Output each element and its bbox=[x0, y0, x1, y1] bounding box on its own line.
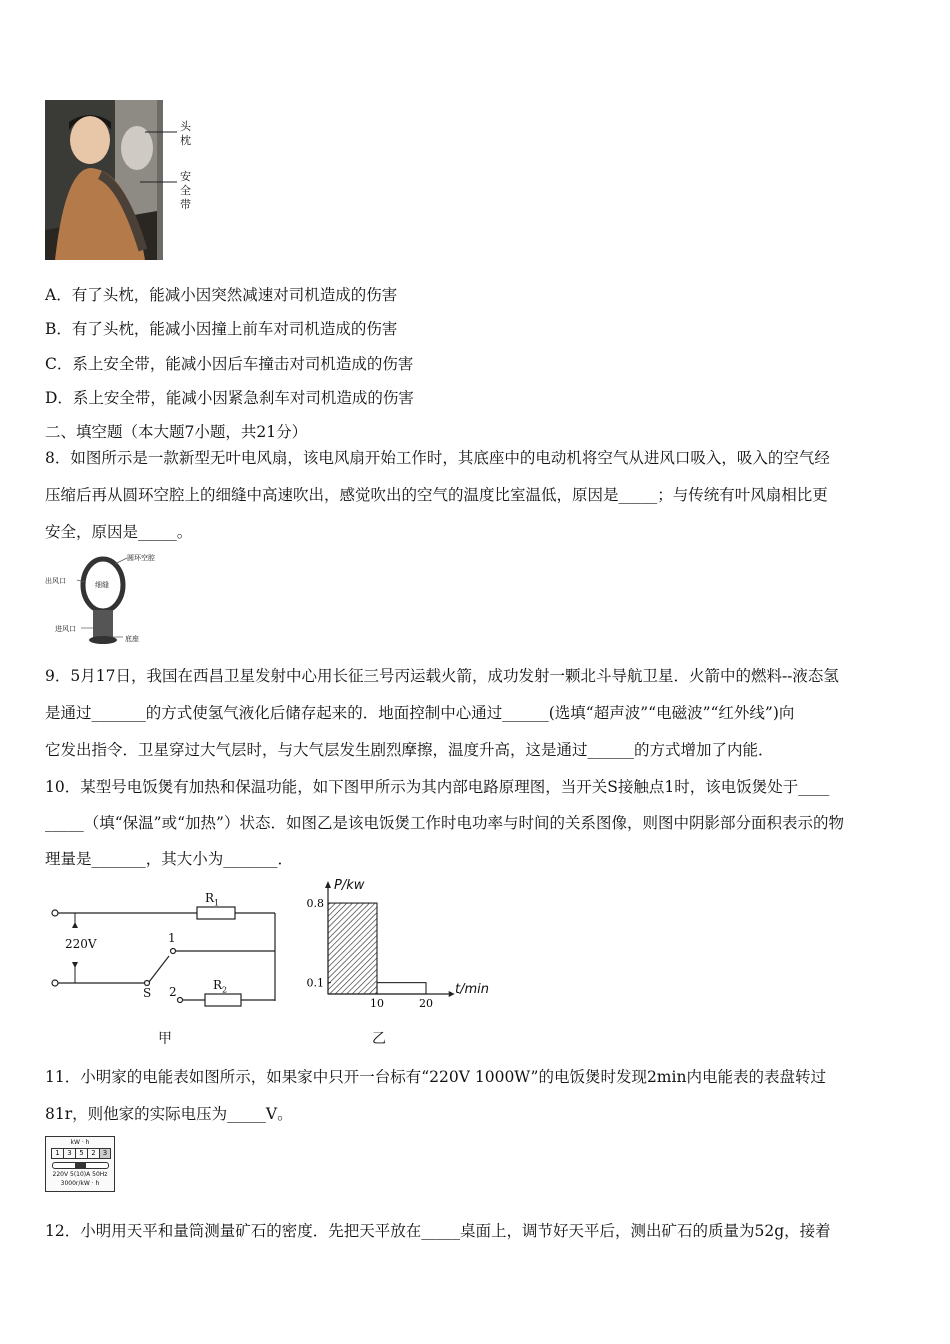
meter-digit: 3 bbox=[64, 1149, 76, 1158]
driver-photo bbox=[45, 100, 200, 262]
circuit-r2-letter: R bbox=[213, 978, 223, 992]
q10-line2: _____（填“保温”或“加热”）状态．如图乙是该电饭煲工作时电功率与时间的关系图像，则图中阴影部分面积表示的物 bbox=[45, 814, 844, 832]
chart-xlabel: t/min bbox=[455, 982, 489, 997]
option-c: C．系上安全带，能减小因后车撞击对司机造成的伤害 bbox=[45, 355, 414, 373]
power-segment-1 bbox=[377, 983, 426, 994]
fan-label-base: 底座 bbox=[125, 635, 139, 643]
circuit-voltage-label: 220V bbox=[65, 937, 97, 951]
seatbelt-label: 安全带 bbox=[180, 170, 191, 211]
q9-line3: 它发出指令．卫星穿过大气层时，与大气层发生剧烈摩擦，温度升高，这是通过______的方式增加了内能． bbox=[45, 741, 774, 759]
meter-digit-decimal: 3 bbox=[100, 1149, 110, 1158]
meter-digit: 5 bbox=[76, 1149, 88, 1158]
fan-label-inlet: 进风口 bbox=[55, 625, 76, 633]
q9-line2: 是通过_______的方式使氢气液化后储存起来的．地面控制中心通过______(选填“超声波”“电磁波”“红外线”)向 bbox=[45, 704, 795, 722]
q9-line1: 9．5月17日，我国在西昌卫星发射中心用长征三号丙运载火箭，成功发射一颗北斗导航卫星．火箭中的燃料--液态氢 bbox=[45, 667, 839, 685]
meter-spec-line1: 220V 5(10)A 50Hz bbox=[52, 1171, 108, 1178]
circuit-figure bbox=[45, 888, 290, 1048]
circuit-r1-subscript: 1 bbox=[214, 898, 220, 908]
chart-ylabel: P/kw bbox=[334, 878, 365, 893]
q10-line3: 理量是_______，其大小为_______． bbox=[45, 850, 294, 868]
x-tick-label: 20 bbox=[419, 997, 433, 1010]
fan-label-slit: 细缝 bbox=[95, 581, 109, 589]
fan-label-outlet: 出风口 bbox=[45, 577, 66, 585]
driver-photo-figure bbox=[45, 100, 200, 262]
q11-line2: 81r，则他家的实际电压为_____V。 bbox=[45, 1105, 293, 1123]
fan-label-ring: 圆环空腔 bbox=[127, 554, 155, 562]
circuit-r2-label bbox=[213, 978, 227, 994]
circuit-contact2-label: 2 bbox=[169, 985, 177, 999]
meter-digit: 1 bbox=[52, 1149, 64, 1158]
circuit-diagram bbox=[45, 888, 290, 1048]
meter-unit: kW · h bbox=[70, 1139, 90, 1146]
q8-line3: 安全，原因是_____。 bbox=[45, 523, 193, 541]
x-axis-arrow bbox=[449, 991, 455, 997]
q8-line2: 压缩后再从圆环空腔上的细缝中高速吹出，感觉吹出的空气的温度比室温低，原因是_____；与传统有叶风扇相比更 bbox=[45, 486, 828, 504]
meter-digit: 2 bbox=[88, 1149, 100, 1158]
circuit-r1-label bbox=[205, 891, 219, 907]
power-segment-0 bbox=[328, 903, 377, 994]
q8-line1: 8．如图所示是一款新型无叶电风扇，该电风扇开始工作时，其底座中的电动机将空气从进风口吸入，吸入的空气经 bbox=[45, 449, 830, 467]
y-tick-label: 0.8 bbox=[306, 897, 324, 911]
y-tick-label: 0.1 bbox=[306, 976, 324, 990]
q12-line1: 12．小明用天平和量筒测量矿石的密度．先把天平放在_____桌面上，调节好天平后，测出矿石的质量为52g，接着 bbox=[45, 1222, 831, 1240]
circuit-r2-subscript: 2 bbox=[222, 985, 228, 995]
q11-line1: 11．小明家的电能表如图所示，如果家中只开一台标有“220V 1000W”的电饭煲时发现2min内电能表的表盘转过 bbox=[45, 1068, 826, 1086]
power-time-chart-svg bbox=[300, 876, 500, 1026]
meter-spec-line2: 3000r/kW · h bbox=[60, 1180, 100, 1187]
option-b: B．有了头枕，能减小因撞上前车对司机造成的伤害 bbox=[45, 320, 398, 338]
headrest-label: 头枕 bbox=[180, 120, 191, 147]
circuit-r1-letter: R bbox=[205, 891, 215, 905]
meter-digits bbox=[51, 1148, 111, 1159]
meter-disc bbox=[52, 1162, 109, 1169]
option-a: A．有了头枕，能减小因突然减速对司机造成的伤害 bbox=[45, 286, 398, 304]
section-title: 二、填空题（本大题7小题，共21分） bbox=[45, 423, 308, 441]
energy-meter-figure bbox=[45, 1136, 115, 1192]
q10-line1: 10．某型号电饭煲有加热和保温功能，如下图甲所示为其内部电路原理图，当开关S接触点1时，该电饭煲处于____ bbox=[45, 778, 830, 796]
x-tick-label: 10 bbox=[370, 997, 384, 1010]
circuit-switch-label: S bbox=[143, 986, 152, 1000]
circuit-contact1-label: 1 bbox=[168, 931, 176, 945]
circuit-caption: 甲 bbox=[158, 1031, 172, 1047]
fan-figure bbox=[45, 552, 175, 647]
power-time-chart bbox=[300, 876, 500, 1048]
chart-caption: 乙 bbox=[372, 1031, 386, 1047]
y-axis-arrow bbox=[325, 881, 331, 888]
option-d: D．系上安全带，能减小因紧急刹车对司机造成的伤害 bbox=[45, 389, 414, 407]
